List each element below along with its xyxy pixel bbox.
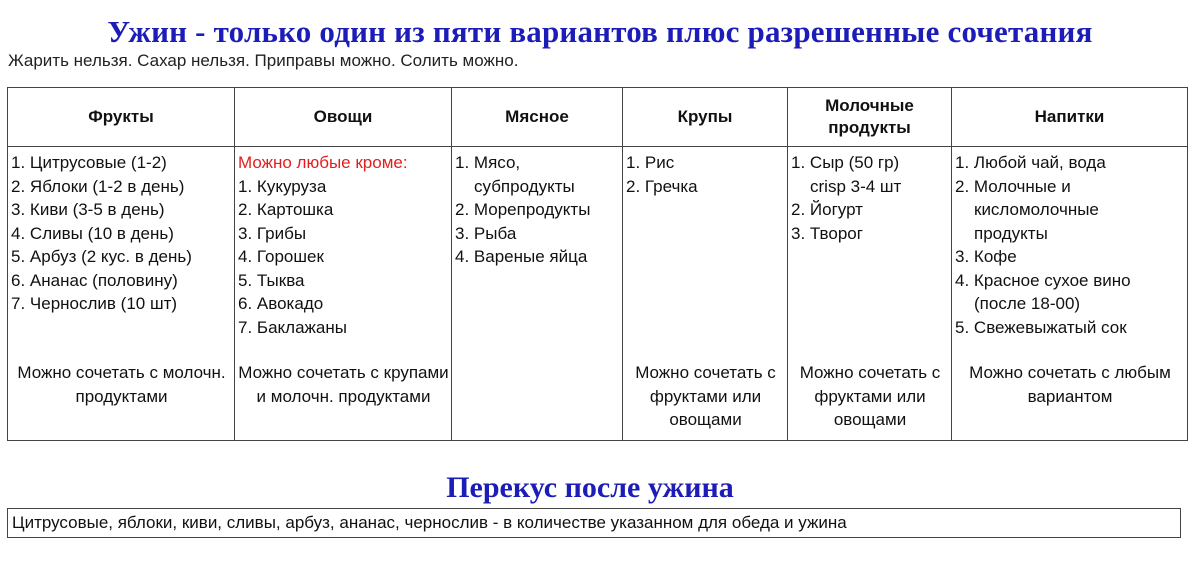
column-header: Фрукты	[8, 88, 235, 147]
column-header: Крупы	[623, 88, 788, 147]
list-item: 6. Авокадо	[238, 294, 324, 313]
column-cell-dairy	[788, 147, 952, 441]
list-item: 3. Киви (3-5 в день)	[11, 200, 165, 219]
list-item: 5. Арбуз (2 кус. в день)	[11, 247, 192, 266]
column-header: Овощи	[235, 88, 452, 147]
list-item: 5. Свежевыжатый сок	[955, 317, 1127, 337]
column-cell-grains	[623, 147, 788, 441]
dinner-options-table	[7, 87, 1188, 441]
list-item: 4. Вареные яйца	[455, 247, 588, 266]
list-item: 1. Цитрусовые (1-2)	[11, 153, 167, 172]
combination-note: Можно сочетать с крупами и молочн. продуктами	[238, 363, 449, 406]
list-item: 1. Сыр (50 гр) crisp 3-4 шт	[791, 153, 902, 196]
list-item: 1. Кукуруза	[238, 176, 327, 196]
column-cell-drinks	[952, 147, 1188, 441]
list-item: 2. Гречка	[626, 176, 698, 196]
list-item: 3. Грибы	[238, 223, 307, 243]
list-item: 7. Чернослив (10 шт)	[11, 294, 178, 313]
snack-description: Цитрусовые, яблоки, киви, сливы, арбуз, ананас, чернослив - в количестве указанном для обеда и ужина	[7, 508, 1181, 538]
column-cell-fruits	[8, 147, 235, 441]
snack-title: Перекус после ужина	[446, 471, 734, 504]
column-header: Молочные продукты	[788, 88, 952, 147]
column-cell-meat	[452, 147, 623, 441]
combination-note: Можно сочетать с фруктами или овощами	[635, 363, 776, 429]
page-title: Ужин - только один из пяти вариантов плюс разрешенные сочетания	[107, 14, 1093, 49]
table-row	[8, 147, 1188, 441]
list-item: 3. Кофе	[955, 247, 1017, 266]
exception-note: Можно любые кроме:	[238, 153, 408, 172]
combination-note: Можно сочетать с любым вариантом	[969, 363, 1171, 406]
combination-note: Можно сочетать с молочн. продуктами	[17, 363, 226, 406]
list-item: 2. Яблоки (1-2 в день)	[11, 176, 185, 196]
column-header: Мясное	[452, 88, 623, 147]
list-item: 5. Тыква	[238, 270, 305, 290]
list-item: 1. Рис	[626, 153, 675, 172]
list-item: 2. Йогурт	[791, 200, 863, 219]
list-item: 1. Любой чай, вода	[955, 153, 1106, 172]
list-item: 1. Мясо, субпродукты	[455, 153, 575, 196]
list-item: 3. Творог	[791, 223, 863, 243]
list-item: 4. Сливы (10 в день)	[11, 223, 174, 243]
list-item: 2. Картошка	[238, 200, 334, 219]
list-item: 6. Ананас (половину)	[11, 270, 178, 290]
table-header-row	[8, 88, 1188, 147]
cooking-rules: Жарить нельзя. Сахар нельзя. Приправы можно. Солить можно.	[8, 51, 519, 70]
list-item: 2. Молочные и кисломолочные продукты	[955, 176, 1099, 243]
list-item: 4. Горошек	[238, 247, 324, 266]
list-item: 7. Баклажаны	[238, 317, 347, 337]
list-item: 4. Красное сухое вино (после 18-00)	[955, 270, 1131, 313]
combination-note: Можно сочетать с фруктами или овощами	[799, 363, 941, 429]
column-cell-vegetables	[235, 147, 452, 441]
column-header: Напитки	[952, 88, 1188, 147]
list-item: 2. Морепродукты	[455, 200, 591, 219]
list-item: 3. Рыба	[455, 223, 517, 243]
